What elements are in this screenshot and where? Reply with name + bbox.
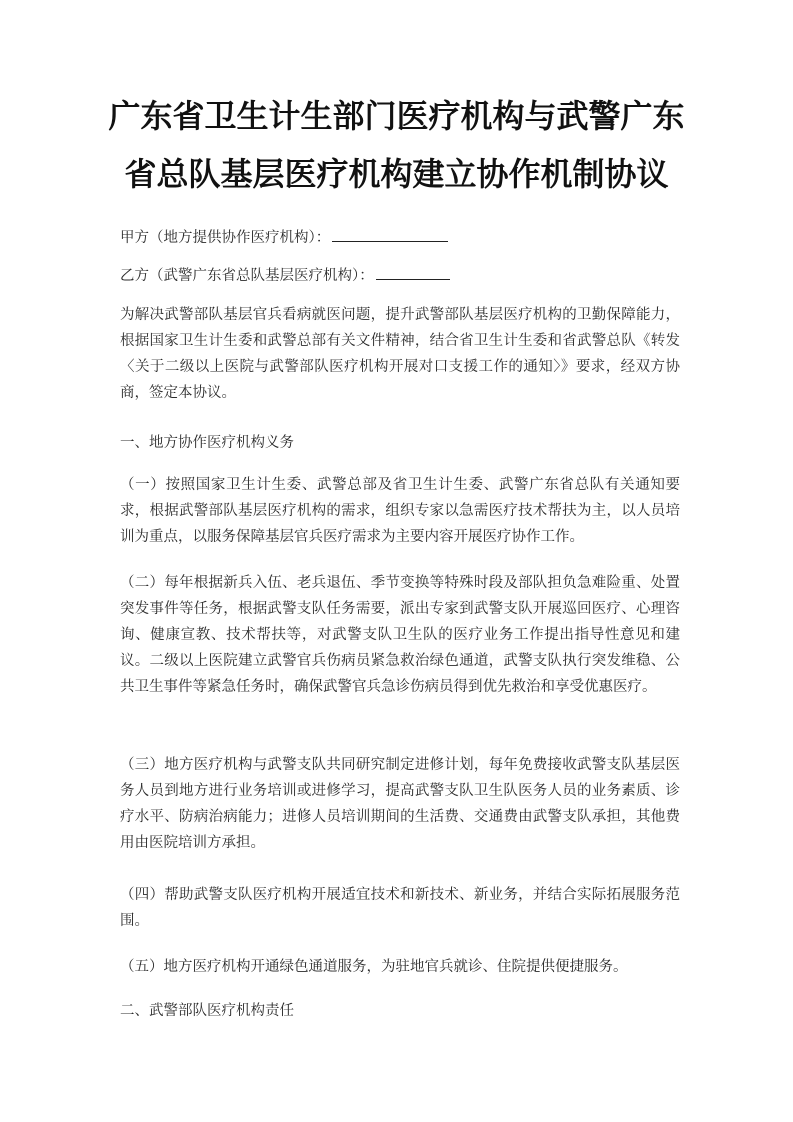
party-a-line xyxy=(120,228,448,248)
party-b-blank xyxy=(376,267,450,280)
document-title-line-2: 省总队基层医疗机构建立协作机制协议 xyxy=(124,155,669,193)
section-1-item-2: （二）每年根据新兵入伍、老兵退伍、季节变换等特殊时段及部队担负急难险重、处置突发事件等任务，根据武警支队任务需要，派出专家到武警支队开展巡回医疗、心理咨询、健康宣教、技术帮扶等，对武警支队卫生队的医疗业务工作提出指导性意见和建议。二级以上医院建立武警官兵伤病员紧急救治绿色通道，武警支队执行突发维稳、公共卫生事件等紧急任务时，确保武警官兵急诊伤病员得到优先救治和享受优惠医疗。 xyxy=(120,575,680,695)
section-1-item-5: （五）地方医疗机构开通绿色通道服务，为驻地官兵就诊、住院提供便捷服务。 xyxy=(120,959,628,975)
intro-paragraph: 为解决武警部队基层官兵看病就医问题，提升武警部队基层医疗机构的卫勤保障能力，根据国家卫生计生委和武警总部有关文件精神，结合省卫生计生委和省武警总队《转发〈关于二级以上医院与武警部队医疗机构开展对口支援工作的通知〉》要求，经双方协商，签定本协议。 xyxy=(120,307,680,401)
section-1-item-3: （三）地方医疗机构与武警支队共同研究制定进修计划，每年免费接收武警支队基层医务人员到地方进行业务培训或进修学习，提高武警支队卫生队医务人员的业务素质、诊疗水平、防病治病能力；进修人员培训期间的生活费、交通费由武警支队承担，其他费用由医院培训方承担。 xyxy=(120,757,680,851)
party-a-blank xyxy=(332,229,448,242)
party-a-label: 甲方（地方提供协作医疗机构）： xyxy=(120,230,331,246)
party-b-line xyxy=(120,266,450,286)
party-b-label: 乙方（武警广东省总队基层医疗机构）： xyxy=(120,268,374,284)
section-2-heading: 二、武警部队医疗机构责任 xyxy=(120,1003,294,1019)
document-title-line-1: 广东省卫生计生部门医疗机构与武警广东 xyxy=(108,97,685,135)
section-1-heading: 一、地方协作医疗机构义务 xyxy=(120,435,294,451)
section-1-item-1: （一）按照国家卫生计生委、武警总部及省卫生计生委、武警广东省总队有关通知要求，根据武警部队基层医疗机构的需求，组织专家以急需医疗技术帮扶为主，以人员培训为重点，以服务保障基层官兵医疗需求为主要内容开展医疗协作工作。 xyxy=(120,477,680,545)
section-1-item-4: （四）帮助武警支队医疗机构开展适宜技术和新技术、新业务，并结合实际拓展服务范围。 xyxy=(120,887,680,929)
